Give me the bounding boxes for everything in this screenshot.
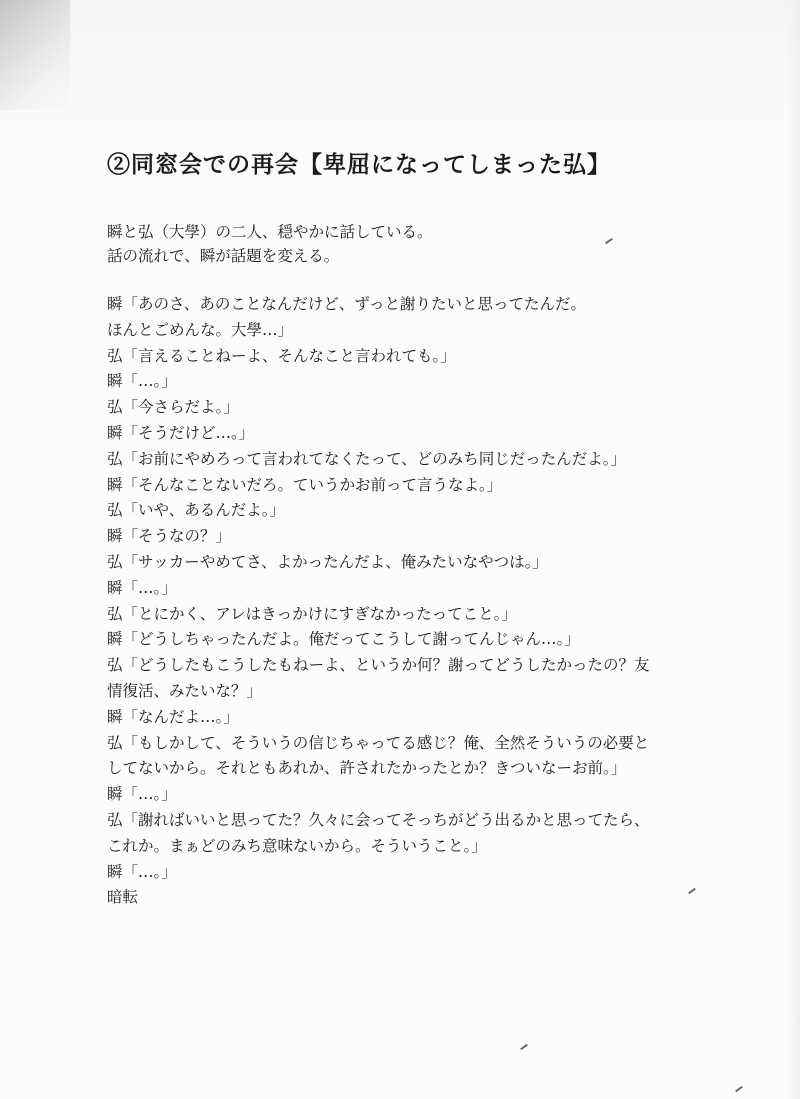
dialogue-line: これか。まぁどのみち意味ないから。そういうこと。」 xyxy=(107,836,487,855)
dialogue-line: 瞬「…。」 xyxy=(107,862,177,881)
dialogue-line: 弘「今さらだよ。」 xyxy=(107,398,239,417)
speck-mark xyxy=(735,1086,743,1092)
dialogue-line: 弘「とにかく、アレはきっかけにすぎなかったってこと。」 xyxy=(107,604,517,623)
dialogue-line: 瞬「どうしちゃったんだよ。俺だってこうして謝ってんじゃん…。」 xyxy=(107,630,580,649)
dialogue-line: 弘「謝ればいいと思ってた？久々に会ってそっちがどう出るかと思ってたら、 xyxy=(107,810,650,829)
dialogue-line: 弘「いや、あるんだよ。」 xyxy=(107,501,285,520)
dialogue-line: 弘「言えることねーよ、そんなこと言われても。」 xyxy=(107,346,456,365)
scene-blackout: 暗転 xyxy=(107,888,139,907)
script-dialogue xyxy=(107,292,687,911)
dialogue-line: 瞬「…。」 xyxy=(107,785,177,804)
dialogue-line: 弘「もしかして、そういうの信じちゃってる感じ？俺、全然そういうの必要と xyxy=(107,733,650,752)
dialogue-line: 瞬「そうだけど…。」 xyxy=(107,423,255,442)
direction-line: 瞬と弘（大學）の二人、穏やかに話している。 xyxy=(107,223,433,241)
dialogue-line: 瞬「…。」 xyxy=(107,578,177,597)
scene-title: ②同窓会での再会【卑屈になってしまった弘】 xyxy=(107,151,611,178)
direction-line: 話の流れで、瞬が話題を変える。 xyxy=(107,247,340,265)
page-corner-fold xyxy=(0,0,70,110)
speck-mark xyxy=(605,238,613,244)
stage-directions xyxy=(107,220,433,268)
speck-mark xyxy=(520,1044,528,1050)
dialogue-line: 弘「お前にやめろって言われてなくたって、どのみち同じだったんだよ。」 xyxy=(107,449,626,468)
dialogue-line: 瞬「…。」 xyxy=(107,372,177,391)
page-edge-shadow xyxy=(786,0,800,1099)
dialogue-line: してないから。それともあれか、許されたかったとか？きついなーお前。」 xyxy=(107,759,627,778)
dialogue-line: 瞬「そうなの？」 xyxy=(107,527,232,546)
dialogue-line: 瞬「なんだよ…。」 xyxy=(107,707,239,726)
dialogue-line: 瞬「そんなことないだろ。ていうかお前って言うなよ。」 xyxy=(107,475,503,494)
dialogue-line: 弘「どうしたもこうしたもねーよ、というか何？謝ってどうしたかったの？友 xyxy=(107,656,650,675)
dialogue-line: ほんとごめんな。大學…」 xyxy=(107,320,294,339)
dialogue-line: 瞬「あのさ、あのことなんだけど、ずっと謝りたいと思ってたんだ。 xyxy=(107,295,586,313)
speck-mark xyxy=(688,888,696,894)
dialogue-line: 情復活、みたいな？」 xyxy=(107,681,263,700)
dialogue-line: 弘「サッカーやめてさ、よかったんだよ、俺みたいなやつは。」 xyxy=(107,552,548,571)
